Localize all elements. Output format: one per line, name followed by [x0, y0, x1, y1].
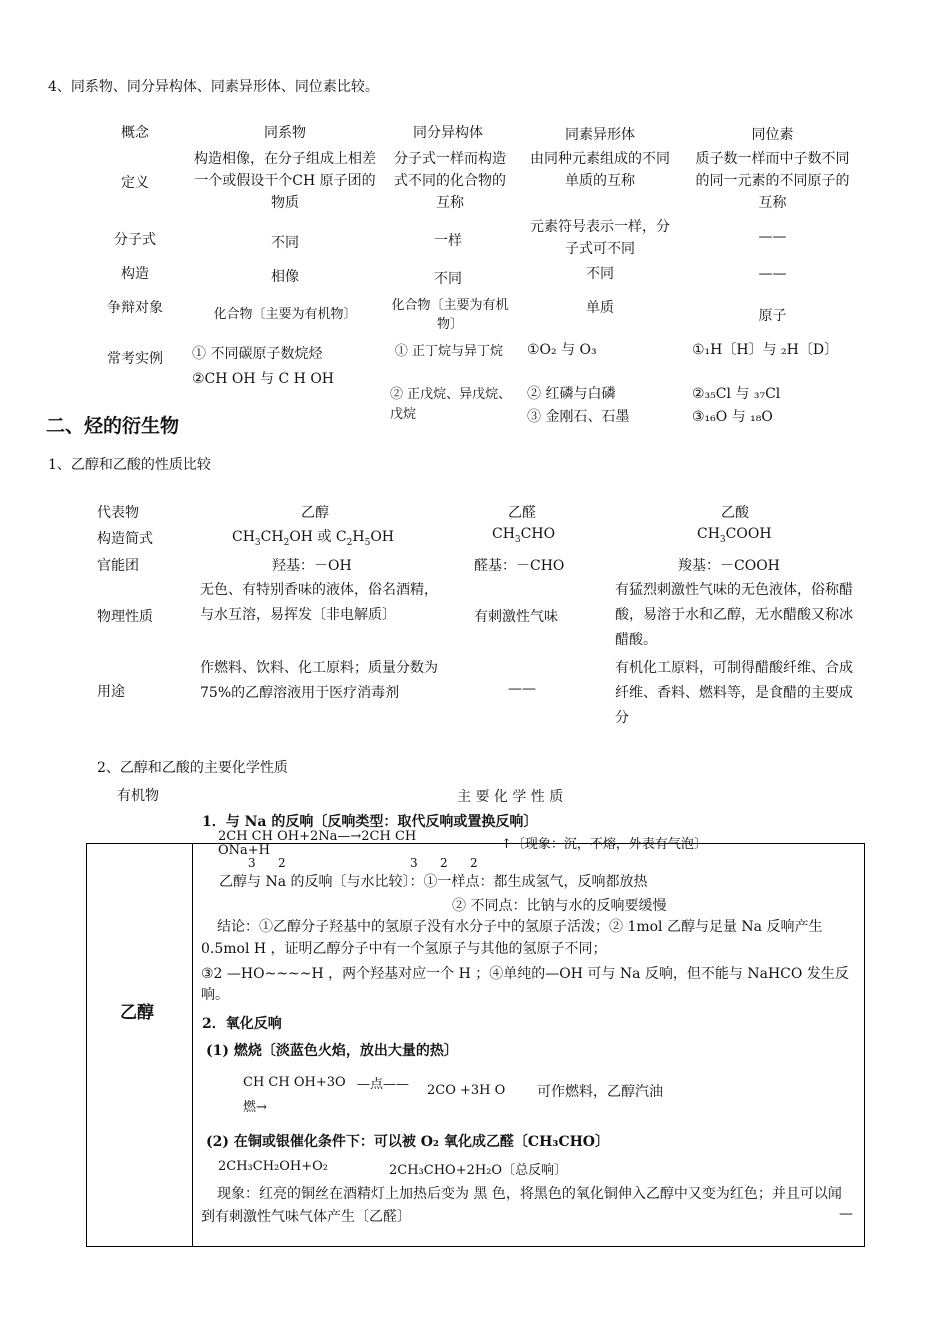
t2-group-acid: 羧基：－COOH: [678, 558, 780, 574]
t3-na-compare: 乙醇与 Na 的反响〔与水比较〕：①一样点：都生成氢气，反响都放热: [219, 874, 648, 890]
t2-struct-ethanol: $CH_3CH_2OH$ 或 $C_2H_5OH$: [232, 529, 394, 548]
t1-ex-allotrope-1: ①O₂ 与 O₃: [527, 342, 597, 358]
t1-struct-isomer: 不同: [434, 271, 462, 287]
t1-ex-allotrope-3: ③ 金刚石、石墨: [527, 409, 630, 425]
t1-header-isotope: 同位素: [751, 127, 794, 143]
t1-formula-allotrope: 元素符号表示一样，分子式可不同: [530, 219, 670, 257]
t1-def-allotrope: 由同种元素组成的不同单质的互称: [530, 151, 670, 189]
t3-na-conclusion-2: ③2 —HO~~~~H ，两个羟基对应一个 H ；④单纯的—OH 可与 Na 反响，但不能与 NaHCO 发生反响。: [201, 966, 849, 1003]
t1-struct-homolog: 相像: [271, 269, 299, 285]
t1-header-allotrope: 同素异形体: [565, 127, 635, 143]
subsection-title-2: 2、乙醇和乙酸的主要化学性质: [97, 760, 288, 776]
t1-struct-allotrope: 不同: [586, 266, 614, 282]
t3-ox1-title: (1) 燃烧〔淡蓝色火焰，放出大量的热〕: [206, 1043, 458, 1059]
t1-def-homolog: 构造相像，在分子组成上相差一个或假设干个CH 原子团的物质: [194, 151, 376, 211]
t3-ox-title: 2．氧化反响: [202, 1016, 282, 1032]
t1-label-formula: 分子式: [114, 232, 156, 248]
subsection-title-1: 1、乙醇和乙酸的性质比较: [48, 457, 211, 473]
t2-label-structure: 构造简式: [97, 531, 153, 547]
t2-header-aldehyde: 乙醛: [508, 505, 536, 521]
t1-obj-homolog: 化合物〔主要为有机物〕: [213, 307, 357, 322]
t3-ox1-arrow-top: —点——: [357, 1077, 410, 1092]
t3-na-equation-b: ONa+H: [218, 843, 271, 858]
t3-na-observation: ↑〔现象：沉，不熔，外表有气泡〕: [501, 837, 707, 852]
t1-obj-isomer: 化合物〔主要为有机物〕: [391, 298, 509, 332]
t3-ox1-eq-right: 2CO +3H O: [427, 1083, 506, 1098]
t3-ox2-eq-b: 2CH₃CHO+2H₂O〔总反响〕: [389, 1163, 568, 1178]
t1-ex-homolog-1: ① 不同碳原子数烷烃: [192, 346, 323, 362]
t1-formula-isomer: 一样: [434, 233, 462, 249]
t1-ex-isotope-2: ②₃₅Cl 与 ₃₇Cl: [692, 386, 781, 402]
t3-ox1-eq-left: CH CH OH+3O: [243, 1075, 346, 1090]
t2-use-ethanol: 作燃料、饮料、化工原料；质量分数为 75%的乙醇溶液用于医疗消毒剂: [200, 660, 438, 701]
t3-ox2-eq-a: 2CH₃CH₂OH+O₂: [218, 1159, 329, 1174]
t3-column-divider: [192, 843, 193, 1246]
t1-obj-allotrope: 单质: [586, 300, 614, 316]
t2-label-group: 官能团: [97, 558, 139, 574]
t1-header-isomer: 同分异构体: [413, 125, 483, 141]
t1-obj-isotope: 原子: [758, 308, 787, 324]
t1-formula-isotope: ——: [758, 229, 787, 245]
t3-na-difference: ② 不同点：比钠与水的反响要缓慢: [452, 898, 667, 914]
t2-struct-acid: $CH_3COOH$: [697, 526, 772, 545]
t3-ethanol-label: 乙醇: [120, 1003, 154, 1023]
t1-def-isotope: 质子数一样而中子数不同的同一元素的不同原子的互称: [695, 151, 850, 211]
t1-ex-isomer-1: ① 正丁烷与异丁烷: [394, 344, 504, 359]
t2-phys-acid: 有猛烈刺激性气味的无色液体，俗称醋酸，易溶于水和乙醇，无水醋酸又称冰醋酸。: [615, 582, 853, 648]
t1-header-concept: 概念: [121, 125, 149, 141]
t3-ox2-dash: —: [839, 1206, 853, 1222]
t1-formula-homolog: 不同: [271, 235, 299, 251]
t2-struct-aldehyde: $CH_3CHO$: [492, 526, 556, 545]
t3-ox2-observation: 现象：红亮的铜丝在酒精灯上加热后变为 黑 色，将黑色的氧化铜伸入乙醇中又变为红色；并且可以闻到有刺激性气味气体产生〔乙醛〕: [201, 1186, 842, 1225]
t3-na-conclusion: 结论：①乙醇分子羟基中的氢原子没有水分子中的氢原子活泼；② 1mol 乙醇与足量 Na 反响产生 0.5mol H ，证明乙醇分子中有一个氢原子与其他的氢原子不同；: [201, 919, 823, 957]
t2-header-acid: 乙酸: [721, 505, 749, 521]
t2-use-acid: 有机化工原料，可制得醋酸纤维、合成纤维、香料、燃料等，是食醋的主要成分: [615, 660, 853, 726]
t2-group-aldehyde: 醛基：－CHO: [474, 558, 565, 574]
t2-label-use: 用途: [97, 684, 125, 700]
t1-ex-homolog-2: ②CH OH 与 C H OH: [192, 371, 335, 387]
t3-na-subscript-2b: 2: [440, 856, 448, 870]
t2-use-aldehyde: ——: [508, 681, 536, 697]
t3-header-properties: 主 要 化 学 性 质: [457, 789, 564, 805]
t1-ex-isotope-3: ③₁₆O 与 ₁₈O: [692, 409, 773, 425]
t3-na-title: 1．与 Na 的反响〔反响类型：取代反响或置换反响〕: [202, 814, 538, 830]
t1-def-isomer: 分子式一样而构造式不同的化合物的互称: [394, 151, 506, 211]
t3-na-subscript-3b: 3: [410, 856, 418, 870]
t1-label-object: 争辩对象: [107, 300, 163, 316]
t2-label-physical: 物理性质: [97, 609, 153, 625]
t3-na-subscript-3: 3: [248, 856, 256, 870]
t2-phys-ethanol: 无色、有特别香味的液体，俗名酒精，与水互溶，易挥发〔非电解质〕: [200, 582, 438, 623]
section-title-4: 4、同系物、同分异构体、同素异形体、同位素比较。: [48, 79, 379, 95]
t1-label-definition: 定义: [121, 175, 149, 191]
t2-phys-aldehyde: 有刺激性气味: [474, 609, 558, 625]
t1-ex-allotrope-2: ② 红磷与白磷: [527, 386, 616, 402]
t2-group-ethanol: 羟基：－OH: [272, 558, 352, 574]
t3-ox1-note: 可作燃料，乙醇汽油: [537, 1084, 663, 1100]
t2-header-ethanol: 乙醇: [301, 505, 329, 521]
t3-header-organic: 有机物: [117, 788, 159, 804]
t1-ex-isomer-2: ② 正戊烷、异戊烷、戊烷: [390, 387, 512, 422]
t3-ox2-title: (2) 在铜或银催化条件下：可以被 O₂ 氧化成乙醛〔CH₃CHO〕: [206, 1134, 610, 1150]
t3-na-subscript-2: 2: [278, 856, 286, 870]
t3-na-equation-a: 2CH CH OH+2Na—→2CH CH: [218, 829, 417, 844]
t2-header-rep: 代表物: [97, 505, 139, 521]
t1-label-structure: 构造: [121, 266, 149, 282]
t3-na-subscript-2c: 2: [470, 856, 478, 870]
t3-ox1-arrow-bottom: 燃→: [243, 1100, 267, 1115]
t1-label-examples: 常考实例: [107, 351, 163, 367]
section-heading-derivatives: 二、烃的衍生物: [46, 415, 180, 437]
t1-ex-isotope-1: ①₁H〔H〕与 ₂H〔D〕: [692, 342, 839, 358]
t1-header-homolog: 同系物: [264, 125, 306, 141]
t1-struct-isotope: ——: [758, 266, 787, 282]
